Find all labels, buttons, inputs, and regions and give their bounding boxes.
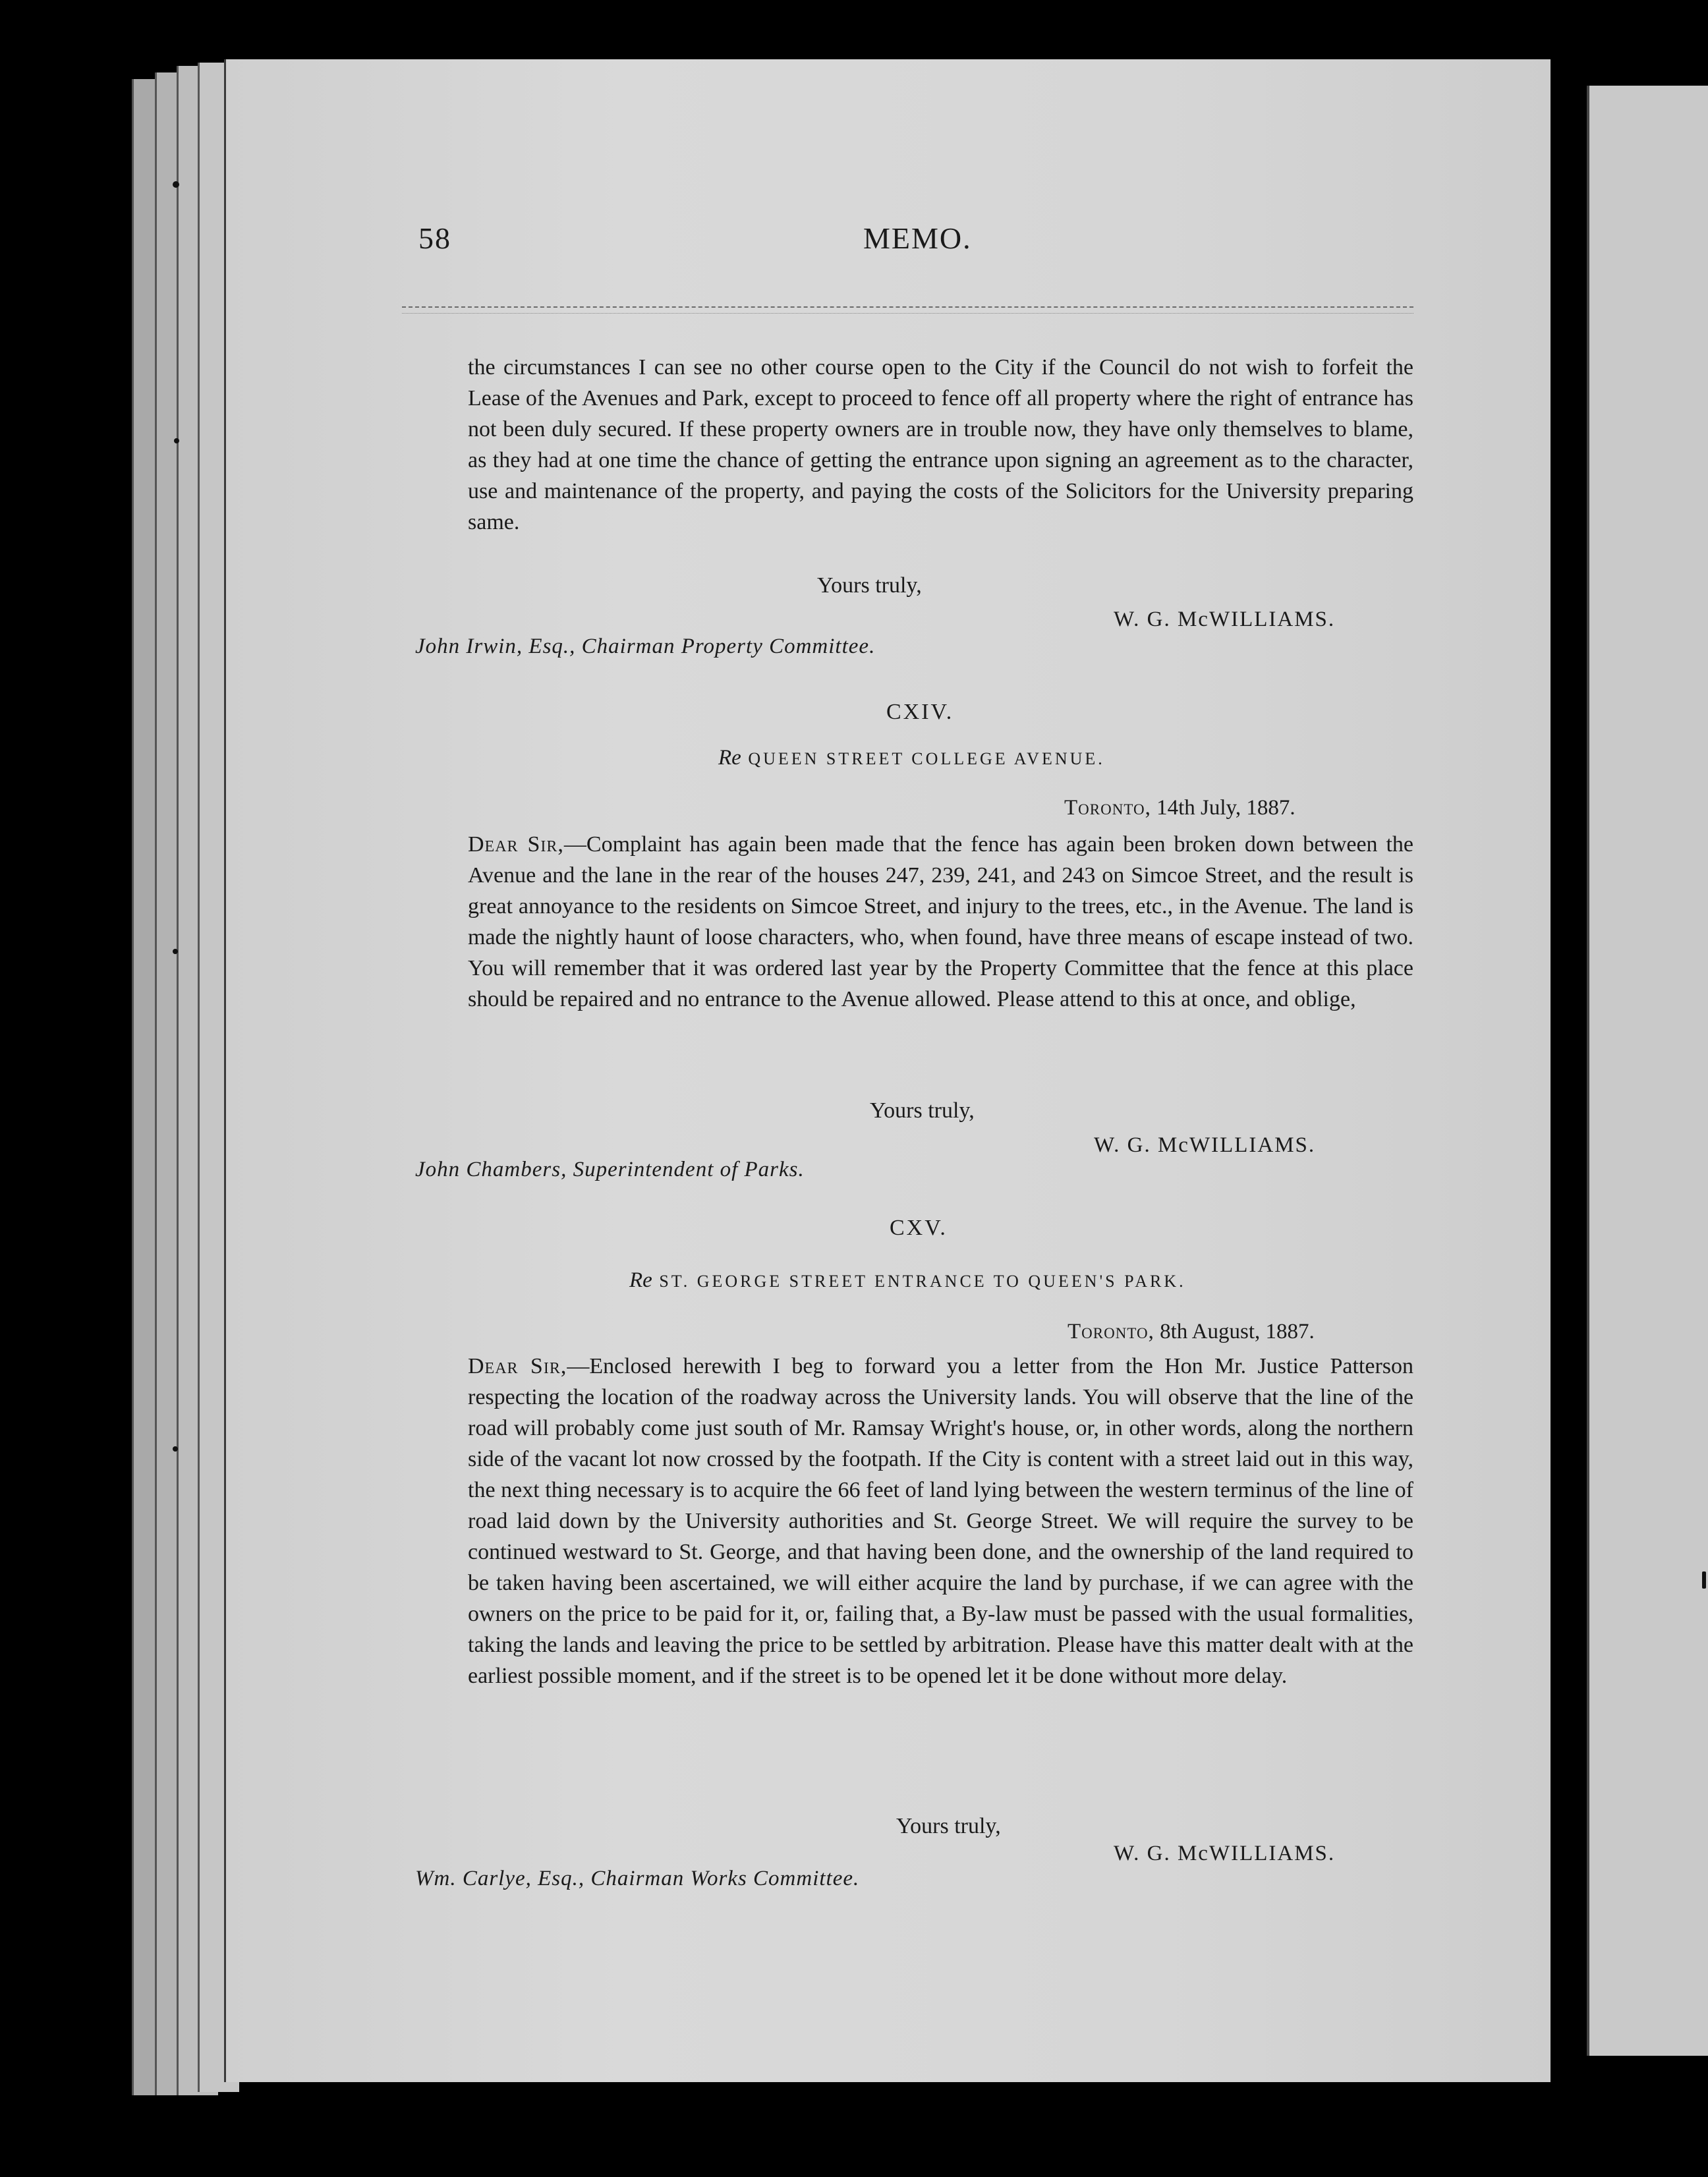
subject-text: QUEEN STREET COLLEGE AVENUE. — [748, 749, 1105, 768]
header-rule-inner — [402, 313, 1413, 314]
letter-addressee: John Chambers, Superintendent of Parks. — [415, 1158, 805, 1181]
date-text: 8th August, 1887. — [1160, 1320, 1315, 1343]
letter-date — [1064, 796, 1295, 820]
letter-closing: Yours truly, — [870, 1098, 975, 1123]
letter-body: —Enclosed herewith I beg to forward you a letter from the Hon Mr. Justice Patterson respecting the location of the roadway across the University lands. You will observe that the line of the road will probably come just south of Mr. Ramsay Wright's house, or, in other words, along the northern side of the vacant lot now crossed by the footpath. If the City is content with a street laid out in this way, the next thing necessary is to acquire the 66 feet of land lying between the western terminus of the line of road laid down by the University authorities and St. George Street. We will require the survey to be continued westward to St. George, and that having been done, and the ownership of the land required to be taken having been ascertained, we will either acquire the land by purchase, if we can agree with the owners on the price to be paid for it, or, failing that, a By-law must be passed with the usual formalities, taking the lands and leaving the price to be settled by arbitration. Please have this matter dealt with at the earliest possible moment, and if the street is to be opened let it be done without more delay. — [468, 1354, 1413, 1688]
scan-speck — [174, 438, 179, 443]
letter-addressee: John Irwin, Esq., Chairman Property Committee. — [415, 635, 876, 658]
page-number: 58 — [418, 221, 451, 255]
letter-addressee: Wm. Carlye, Esq., Chairman Works Committee. — [415, 1867, 860, 1890]
letter-paragraph — [468, 1351, 1413, 1691]
letter-number: CXV. — [890, 1216, 948, 1240]
subject-text: ST. GEORGE STREET ENTRANCE TO QUEEN'S PARK. — [659, 1272, 1186, 1291]
letter-signature: W. G. McWILLIAMS. — [1094, 1133, 1316, 1157]
scan-speck — [1702, 1571, 1706, 1589]
letter-date — [1068, 1320, 1315, 1344]
date-text: 14th July, 1887. — [1156, 796, 1295, 820]
scan-speck — [173, 1446, 178, 1452]
subject-re: Re — [629, 1268, 652, 1292]
scan-speck — [173, 181, 179, 188]
date-city: Toronto, — [1068, 1320, 1154, 1343]
letter-subject — [629, 1268, 1186, 1293]
page-title: MEMO. — [863, 221, 972, 255]
letter-number: CXIV. — [886, 700, 954, 724]
letter-paragraph: the circumstances I can see no other course open to the City if the Council do not wish to forfeit the Lease of the Avenues and Park, except to proceed to fence off all property where the right of entrance has not been duly secured. If these property owners are in trouble now, they have only themselves to blame, as they had at one time the chance of getting the entrance upon signing an agreement as to the character, use and maintenance of the property, and paying the costs of the Solicitors for the University preparing same. — [468, 355, 1413, 534]
letter-closing: Yours truly, — [896, 1814, 1001, 1838]
letter-body: —Complaint has again been made that the fence has again been broken down between the Avenue and the lane in the rear of the houses 247, 239, 241, and 243 on Simcoe Street, and the result is great annoyance to the residents on Simcoe Street, and injury to the trees, etc., in the Avenue. The land is made the nightly haunt of loose characters, who, when found, have three means of escape instead of two. You will remember that it was ordered last year by the Property Committee that the fence at this place should be repaired and no entrance to the Avenue allowed. Please attend to this at once, and oblige, — [468, 832, 1414, 1011]
letter-paragraph — [468, 829, 1413, 1015]
subject-re: Re — [718, 746, 741, 770]
letter-signature: W. G. McWILLIAMS. — [1114, 608, 1336, 631]
letter-closing: Yours truly, — [817, 573, 922, 598]
letter-subject — [718, 746, 1105, 770]
letter-salutation: Dear Sir, — [468, 1354, 567, 1378]
letter-salutation: Dear Sir, — [468, 832, 564, 857]
letter-signature: W. G. McWILLIAMS. — [1114, 1842, 1336, 1865]
adjacent-page — [1587, 86, 1708, 2056]
header-rule — [402, 306, 1413, 308]
scan-speck — [173, 949, 178, 954]
date-city: Toronto, — [1064, 796, 1151, 820]
